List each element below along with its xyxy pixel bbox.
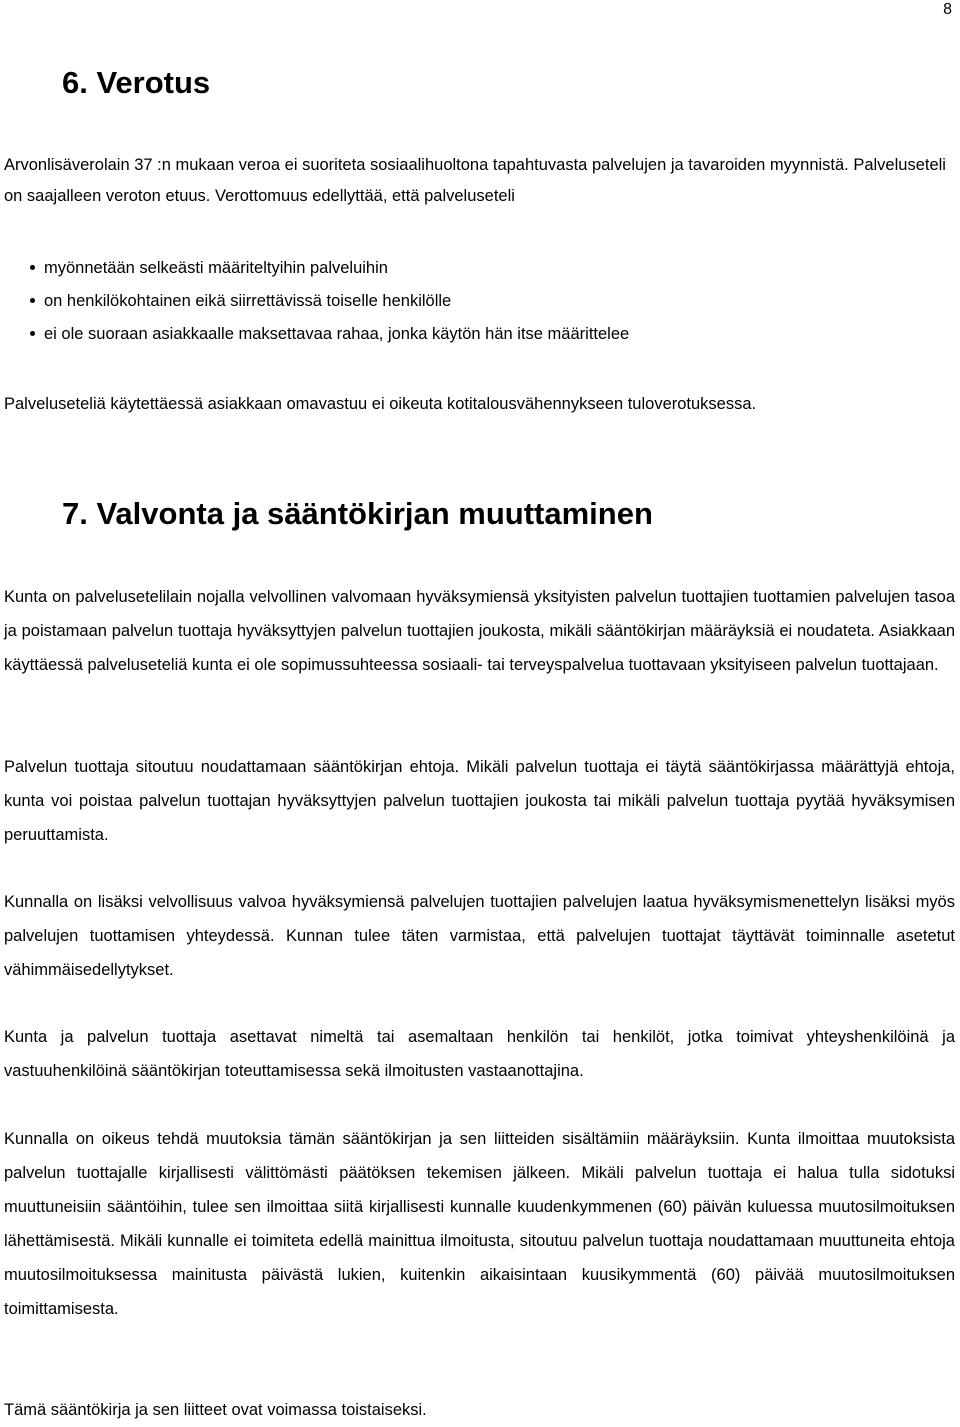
bullet-icon bbox=[30, 298, 35, 303]
page-number: 8 bbox=[943, 1, 952, 18]
section-heading-verotus: 6. Verotus bbox=[62, 65, 211, 100]
bullet-icon bbox=[30, 265, 35, 270]
paragraph-quality-supervision: Kunnalla on lisäksi velvollisuus valvoa hyväksymiensä palvelujen tuottajien palvelujen laatua hyväksymismenettelyn lisäksi myös palvelujen tuottamisen yhteydessä. Kunnan tulee täten varmistaa, että palvelujen tuottajat täyttävät toiminnalle asetetut vähimmäisedellytykset. bbox=[4, 893, 955, 979]
paragraph-rule-changes: Kunnalla on oikeus tehdä muutoksia tämän sääntökirjan ja sen liitteiden sisältämiin määräyksiin. Kunta ilmoittaa muutoksista palvelun tuottajalle kirjallisesti välittömästi päätöksen tekemisen jälkeen. Mikäli palvelun tuottaja ei halua tulla sidotuksi muuttuneisiin sääntöihin, tulee sen ilmoittaa siitä kirjallisesti kunnalle kuudenkymmenen (60) päivän kuluessa muutosilmoituksen lähettämisestä. Mikäli kunnalle ei toimiteta edellä mainittua ilmoitusta, sitoutuu palvelun tuottaja noudattamaan muuttuneita ehtoja muutosilmoituksessa mainitusta päivästä lukien, kuitenkin aikaisintaan kuusikymmentä (60) päivää muutosilmoituksen toimittamisesta. bbox=[4, 1130, 955, 1318]
list-item-text: myönnetään selkeästi määriteltyihin palveluihin bbox=[44, 259, 388, 277]
paragraph-validity: Tämä sääntökirja ja sen liitteet ovat voimassa toistaiseksi. bbox=[4, 1401, 427, 1419]
tax-conditions-list bbox=[4, 252, 629, 351]
list-item-text: ei ole suoraan asiakkaalle maksettavaa rahaa, jonka käytön hän itse määrittelee bbox=[44, 325, 630, 343]
paragraph-provider-commitment: Palvelun tuottaja sitoutuu noudattamaan sääntökirjan ehtoja. Mikäli palvelun tuottaja ei täytä sääntökirjassa määrättyjä ehtoja, kunta voi poistaa palvelun tuottajan hyväksyttyjen palvelun tuottajien joukosta tai mikäli palvelun tuottaja pyytää hyväksymisen peruuttamista. bbox=[4, 758, 955, 844]
list-item-text: on henkilökohtainen eikä siirrettävissä toiselle henkilölle bbox=[44, 292, 452, 310]
paragraph-contact-persons: Kunta ja palvelun tuottaja asettavat nimeltä tai asemaltaan henkilön tai henkilöt, jotka toimivat yhteyshenkilöinä ja vastuuhenkilöinä sääntökirjan toteuttamisessa sekä ilmoitusten vastaanottajina. bbox=[4, 1028, 955, 1080]
paragraph-household-deduction: Palveluseteliä käytettäessä asiakkaan omavastuu ei oikeuta kotitalousvähennykseen tuloverotuksessa. bbox=[4, 395, 757, 413]
section-heading-valvonta: 7. Valvonta ja sääntökirjan muuttaminen bbox=[62, 496, 653, 531]
paragraph-vat-intro: Arvonlisäverolain 37 :n mukaan veroa ei suoriteta sosiaalihuoltona tapahtuvasta palvelujen ja tavaroiden myynnistä. Palveluseteli on saajalleen veroton etuus. Verottomuus edellyttää, että palveluseteli bbox=[4, 156, 946, 205]
list-item bbox=[4, 252, 629, 285]
bullet-icon bbox=[30, 331, 35, 336]
list-item bbox=[4, 318, 629, 351]
list-item bbox=[4, 285, 629, 318]
paragraph-supervision-duty: Kunta on palvelusetelilain nojalla velvollinen valvomaan hyväksymiensä yksityisten palvelun tuottajien tuottamien palvelujen tasoa ja poistamaan palvelun tuottaja hyväksyttyjen palvelun tuottajien joukosta, mikäli sääntökirjan määräyksiä ei noudateta. Asiakkaan käyttäessä palveluseteliä kunta ei ole sopimussuhteessa sosiaali- tai terveyspalvelua tuottavaan yksityiseen palvelun tuottajaan. bbox=[4, 588, 955, 674]
